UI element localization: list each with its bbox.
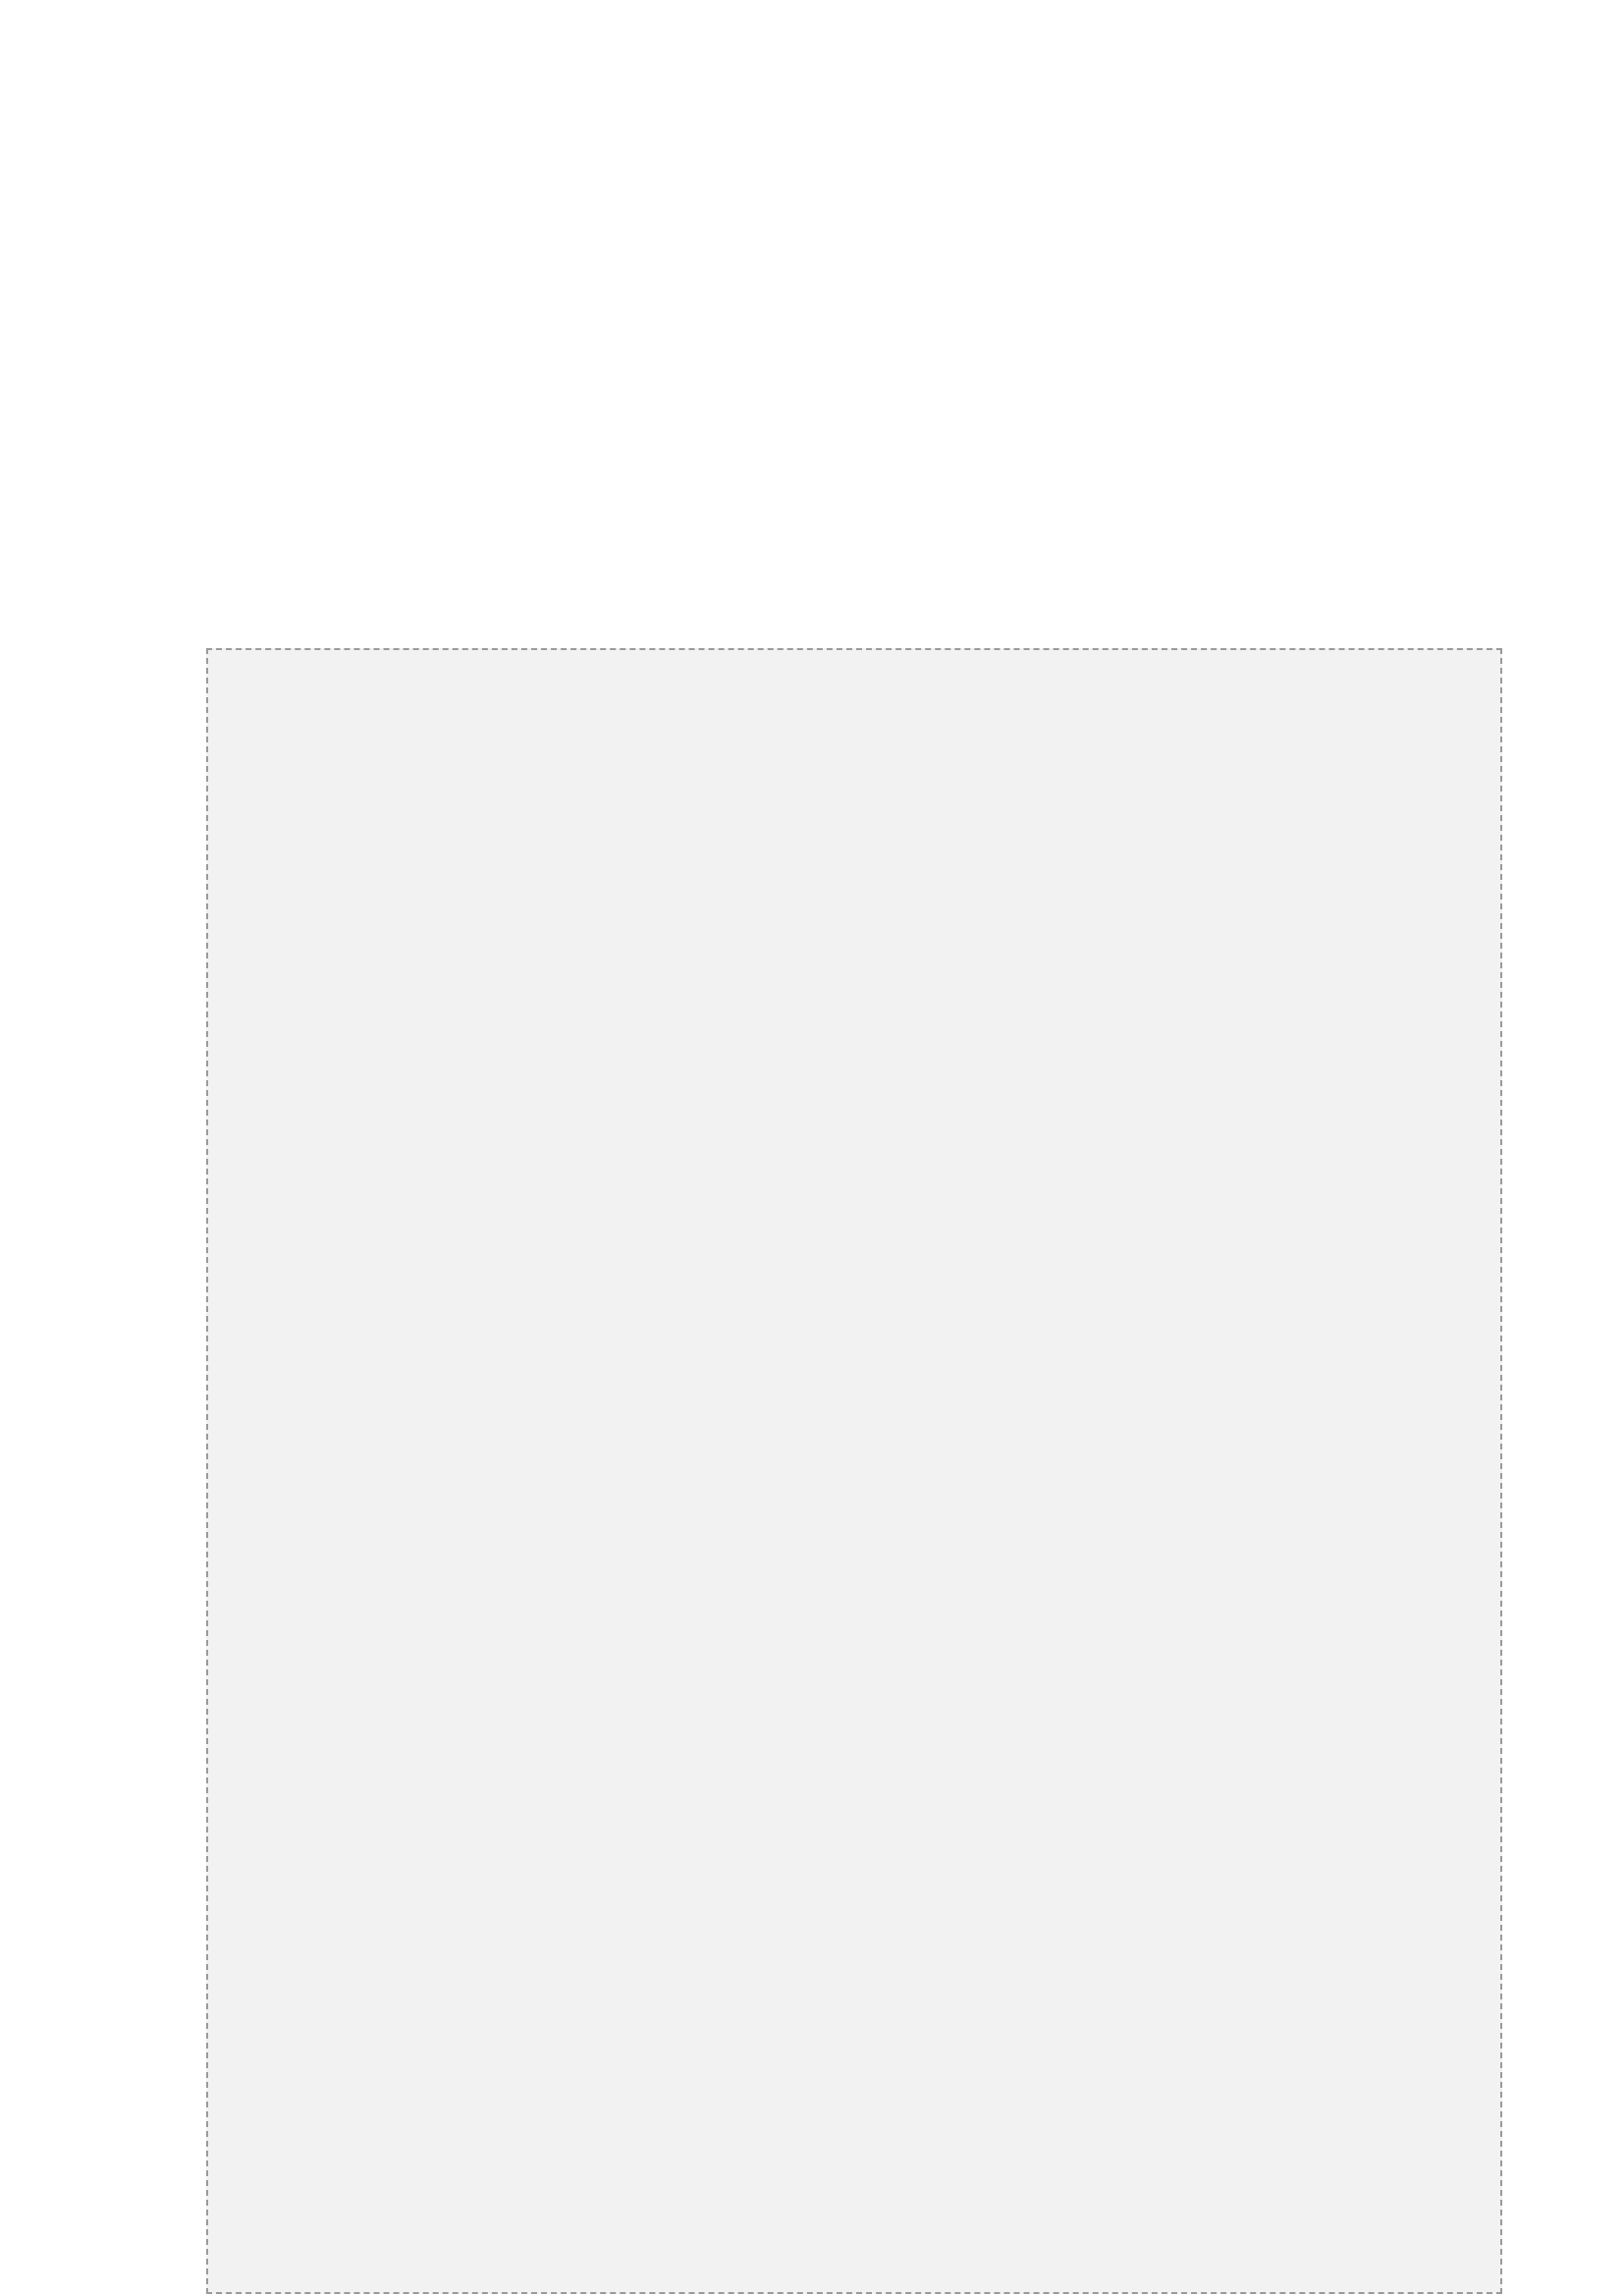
scanned-form-placeholder	[206, 648, 1502, 2294]
